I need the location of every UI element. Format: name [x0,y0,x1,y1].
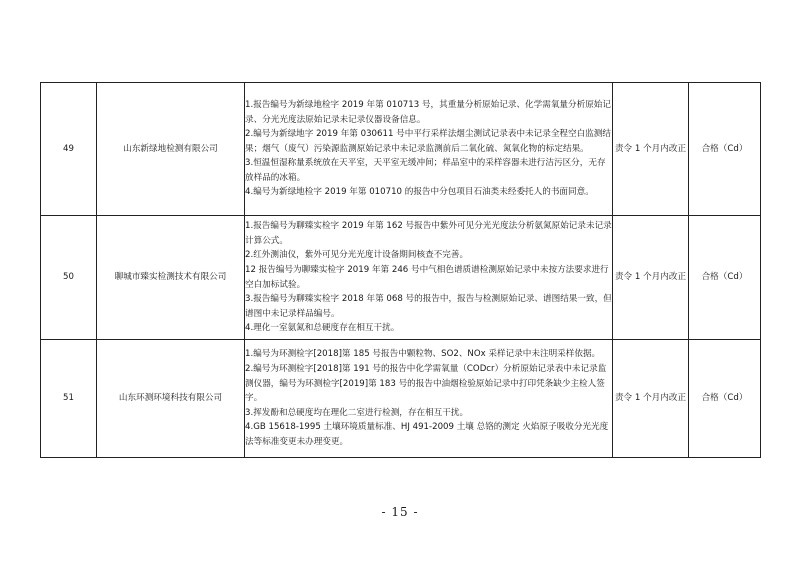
result-grade: 合格（Cd） [689,340,761,458]
finding-item: 12 报告编号为聊臻实检字 2019 年第 246 号中气相色谱质谱检测原始记录中未按方法要求进行空白加标试验。 [245,264,609,290]
row-index: 49 [41,83,97,216]
finding-item: 1.报告编号为聊臻实检字 2019 年第 162 号报告中紫外可见分光光度法分析氨氮原始记录未记录计算公式。 [245,221,612,246]
finding-item: 2.编号为新绿地字 2019 年第 030611 号中平行采样法烟尘测试记录表中未记录全程空白监测结果；烟气（废气）污染源监测原始记录中未记录监测前后二氧化硫、氮氧化物的标定结果。 [245,129,611,154]
organization-name: 聊城市臻实检测技术有限公司 [97,216,245,340]
rectification-measure: 责令 1 个月内改正 [613,340,689,458]
finding-item: 1.报告编号为新绿地检字 2019 年第 010713 号，其重量分析原始记录、化学需氧量分析原始记录、分光光度法原始记录未记录仪器设备信息。 [245,99,611,125]
finding-item: 3.恒温恒湿称量系统放在天平室，天平室无缓冲间；样品室中的采样容器未进行洁污区分，无存放样品的冰箱。 [245,158,606,183]
finding-item: 2.编号为环测检字[2018]第 191 号的报告中化学需氧量（CODcr）分析原始记录表中未记录监测仪器，编号为环测检字[2019]第 183 号的报告中油烟检验原始记录中打印凭条缺少主检人签字。 [245,364,607,404]
rectification-measure: 责令 1 个月内改正 [613,216,689,340]
organization-name: 山东环测环境科技有限公司 [97,340,245,458]
result-grade: 合格（Cd） [689,216,761,340]
findings-cell [245,340,613,458]
table-row [41,83,761,216]
finding-item: 4.GB 15618-1995 土壤环境质量标准、HJ 491-2009 土壤 总铬的测定 火焰原子吸收分光光度法等标准变更未办理变更。 [245,422,609,447]
finding-item: 1.编号为环测检字[2018]第 185 号报告中颗粒物、SO2、NOx 采样记录中未注明采样依据。 [245,349,601,360]
table-row [41,216,761,340]
row-index: 51 [41,340,97,458]
findings-cell [245,216,613,340]
finding-item: 3.报告编号为聊臻实检字 2018 年第 068 号的报告中，报告与检测原始记录、谱图结果一致，但谱图中未记录样品编号。 [245,294,612,319]
rectification-measure: 责令 1 个月内改正 [613,83,689,216]
table-row [41,340,761,458]
result-grade: 合格（Cd） [689,83,761,216]
finding-item: 4.编号为新绿地检字 2019 年第 010710 的报告中分包项目石油类未经委托人的书面同意。 [245,187,594,198]
finding-item: 2.红外测油仪，紫外可见分光光度计设备期间核查不完善。 [245,250,469,261]
organization-name: 山东新绿地检测有限公司 [97,83,245,216]
page-number: - 15 - [381,505,419,519]
finding-item: 4.理化一室氨氮和总硬度存在相互干扰。 [245,323,400,334]
findings-cell [245,83,613,216]
inspection-results-table [40,82,761,458]
row-index: 50 [41,216,97,340]
finding-item: 3.挥发酚和总硬度均在理化二室进行检测，存在相互干扰。 [245,407,469,418]
